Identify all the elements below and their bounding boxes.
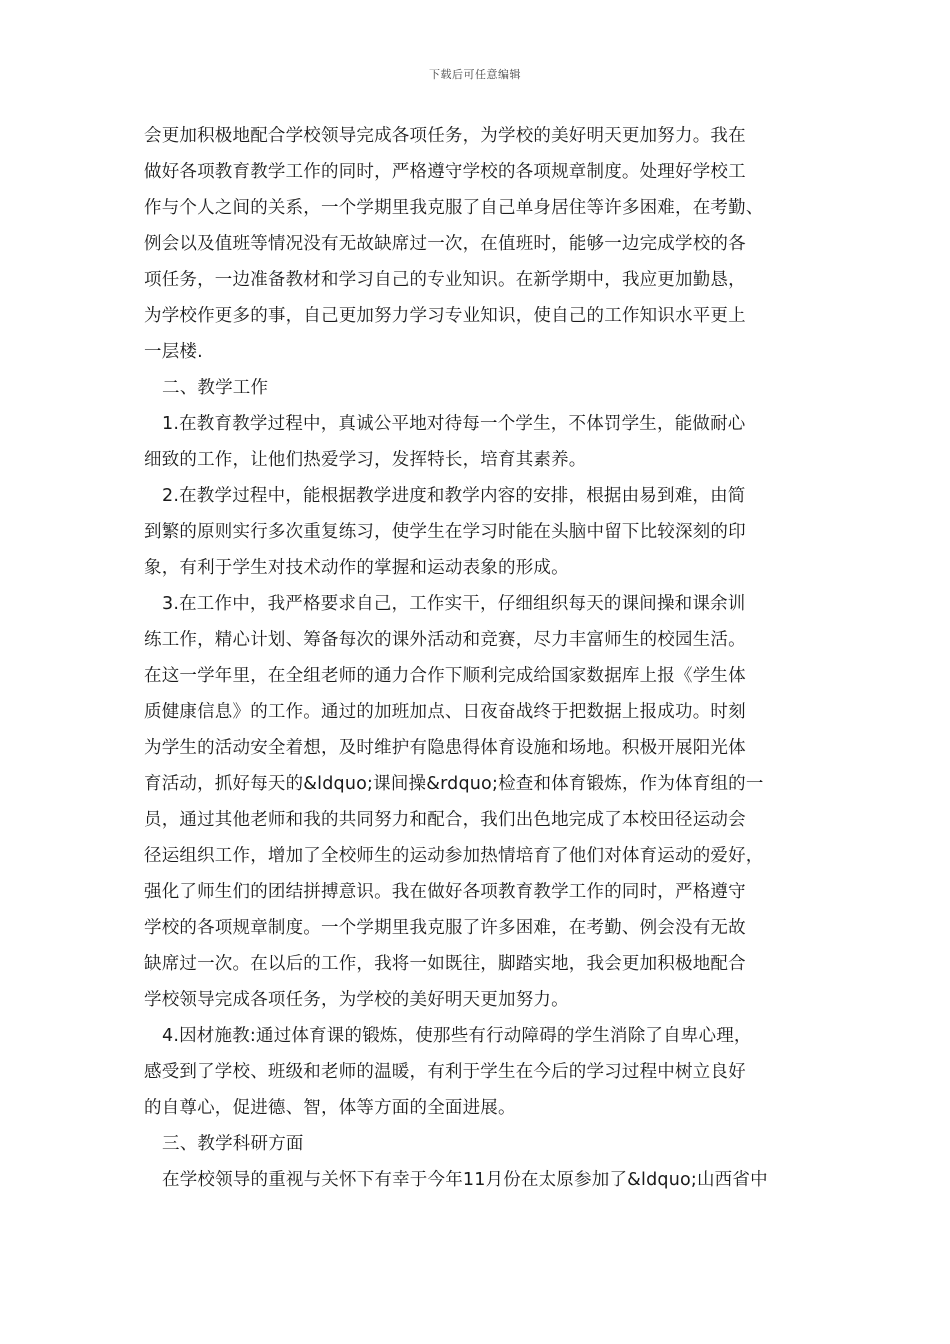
text-line: 作与个人之间的关系，一个学期里我克服了自己单身居住等许多困难，在考勤、 xyxy=(144,198,764,218)
text-line: 练工作，精心计划、筹备每次的课外活动和竞赛，尽力丰富师生的校园生活。 xyxy=(144,630,746,650)
text-line: 做好各项教育教学工作的同时，严格遵守学校的各项规章制度。处理好学校工 xyxy=(144,162,746,182)
text-line: 径运组织工作，增加了全校师生的运动参加热情培育了他们对体育运动的爱好， xyxy=(144,846,764,866)
text-line: 例会以及值班等情况没有无故缺席过一次，在值班时，能够一边完成学校的各 xyxy=(144,234,746,254)
text-line: 学校领导完成各项任务，为学校的美好明天更加努力。 xyxy=(144,990,569,1010)
text-line: 项任务，一边准备教材和学习自己的专业知识。在新学期中，我应更加勤恳， xyxy=(144,270,746,290)
text-line: 学校的各项规章制度。一个学期里我克服了许多困难，在考勤、例会没有无故 xyxy=(144,918,746,938)
text-line: 育活动，抓好每天的&ldquo;课间操&rdquo;检查和体育锻炼，作为体育组的一 xyxy=(144,774,764,794)
header-note: 下载后可任意编辑 xyxy=(429,68,521,81)
text-line: 质健康信息》的工作。通过的加班加点、日夜奋战终于把数据上报成功。时刻 xyxy=(144,702,746,722)
text-line: 强化了师生们的团结拼搏意识。我在做好各项教育教学工作的同时，严格遵守 xyxy=(144,882,746,902)
text-line: 员，通过其他老师和我的共同努力和配合，我们出色地完成了本校田径运动会 xyxy=(144,810,746,830)
text-line: 一层楼. xyxy=(144,342,203,362)
text-line: 到繁的原则实行多次重复练习，使学生在学习时能在头脑中留下比较深刻的印 xyxy=(144,522,746,542)
text-line: 在学校领导的重视与关怀下有幸于今年11月份在太原参加了&ldquo;山西省中 xyxy=(162,1170,768,1190)
text-line: 缺席过一次。在以后的工作，我将一如既往，脚踏实地，我会更加积极地配合 xyxy=(144,954,746,974)
text-line: 在这一学年里，在全组老师的通力合作下顺利完成给国家数据库上报《学生体 xyxy=(144,666,746,686)
text-line: 1.在教育教学过程中，真诚公平地对待每一个学生，不体罚学生，能做耐心 xyxy=(162,414,746,434)
text-line: 二、教学工作 xyxy=(162,378,269,398)
text-line: 2.在教学过程中，能根据教学进度和教学内容的安排，根据由易到难，由简 xyxy=(162,486,746,506)
text-line: 3.在工作中，我严格要求自己，工作实干，仔细组织每天的课间操和课余训 xyxy=(162,594,746,614)
text-line: 4.因材施教:通过体育课的锻炼，使那些有行动障碍的学生消除了自卑心理， xyxy=(162,1026,752,1046)
text-line: 的自尊心，促进德、智，体等方面的全面进展。 xyxy=(144,1098,516,1118)
text-line: 会更加积极地配合学校领导完成各项任务，为学校的美好明天更加努力。我在 xyxy=(144,126,746,146)
text-line: 为学校作更多的事，自己更加努力学习专业知识，使自己的工作知识水平更上 xyxy=(144,306,746,326)
text-line: 三、教学科研方面 xyxy=(162,1134,304,1154)
text-line: 感受到了学校、班级和老师的温暖，有利于学生在今后的学习过程中树立良好 xyxy=(144,1062,746,1082)
text-line: 细致的工作，让他们热爱学习，发挥特长，培育其素养。 xyxy=(144,450,587,470)
text-line: 为学生的活动安全着想，及时维护有隐患得体育设施和场地。积极开展阳光体 xyxy=(144,738,746,758)
text-line: 象，有利于学生对技术动作的掌握和运动表象的形成。 xyxy=(144,558,569,578)
document-body xyxy=(144,118,816,1198)
